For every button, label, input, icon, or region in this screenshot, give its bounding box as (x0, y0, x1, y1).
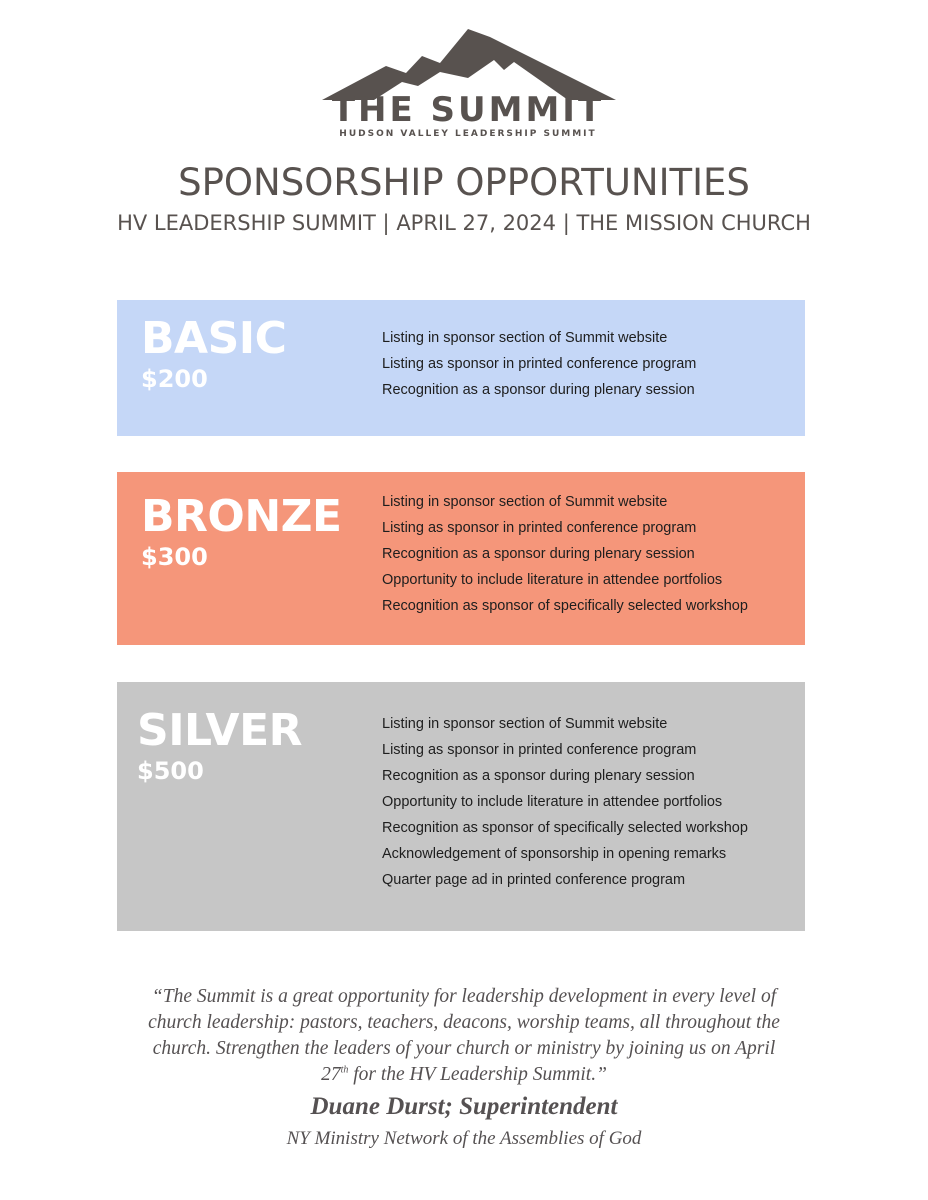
benefit-item: Recognition as sponsor of specifically selected workshop (382, 598, 748, 614)
tier-name: SILVER (137, 705, 303, 756)
tier-price: $200 (141, 365, 208, 393)
benefit-item: Listing as sponsor in printed conference program (382, 742, 697, 758)
tier-price: $300 (141, 543, 208, 571)
benefit-item: Acknowledgement of sponsorship in opening remarks (382, 846, 727, 862)
benefit-item: Listing as sponsor in printed conference program (382, 356, 697, 372)
summit-logo (318, 26, 618, 139)
page-title: SPONSORSHIP OPPORTUNITIES (178, 161, 750, 204)
logo-name: THE SUMMIT (331, 90, 605, 130)
benefit-list (382, 711, 748, 893)
tier-basic (117, 300, 805, 436)
tier-name: BRONZE (141, 491, 342, 542)
page-subtitle: HV LEADERSHIP SUMMIT | APRIL 27, 2024 | THE MISSION CHURCH (117, 211, 811, 235)
benefit-item: Recognition as a sponsor during plenary session (382, 768, 695, 784)
benefit-item: Recognition as sponsor of specifically selected workshop (382, 820, 748, 836)
quote-superscript: th (340, 1064, 349, 1076)
benefit-item: Listing in sponsor section of Summit website (382, 716, 668, 732)
benefit-item: Recognition as a sponsor during plenary session (382, 546, 695, 562)
tier-bronze (117, 472, 805, 645)
benefit-item: Opportunity to include literature in attendee portfolios (382, 794, 723, 810)
testimonial-quote (140, 984, 788, 1088)
benefit-item: Quarter page ad in printed conference program (382, 872, 686, 888)
logo-tagline: HUDSON VALLEY LEADERSHIP SUMMIT (339, 129, 597, 139)
benefit-list (382, 325, 696, 403)
benefit-list (382, 489, 748, 619)
benefit-item: Listing as sponsor in printed conference program (382, 520, 697, 536)
tier-silver (117, 682, 805, 931)
quote-text-end: for the HV Leadership Summit.” (348, 1064, 607, 1085)
testimonial-organization: NY Ministry Network of the Assemblies of God (286, 1128, 642, 1149)
testimonial-author: Duane Durst; Superintendent (310, 1093, 618, 1120)
benefit-item: Recognition as a sponsor during plenary session (382, 382, 695, 398)
benefit-item: Listing in sponsor section of Summit website (382, 330, 668, 346)
benefit-item: Opportunity to include literature in attendee portfolios (382, 572, 723, 588)
tier-name: BASIC (141, 313, 287, 364)
quote-text: “The Summit is a great opportunity for leadership development in every level of church leadership: pastors, teachers, deacons, worship teams, all throughout the church. Strengthen the leaders of your church or ministry by joining us on April 27 (148, 986, 780, 1085)
tier-price: $500 (137, 757, 204, 785)
benefit-item: Listing in sponsor section of Summit website (382, 494, 668, 510)
